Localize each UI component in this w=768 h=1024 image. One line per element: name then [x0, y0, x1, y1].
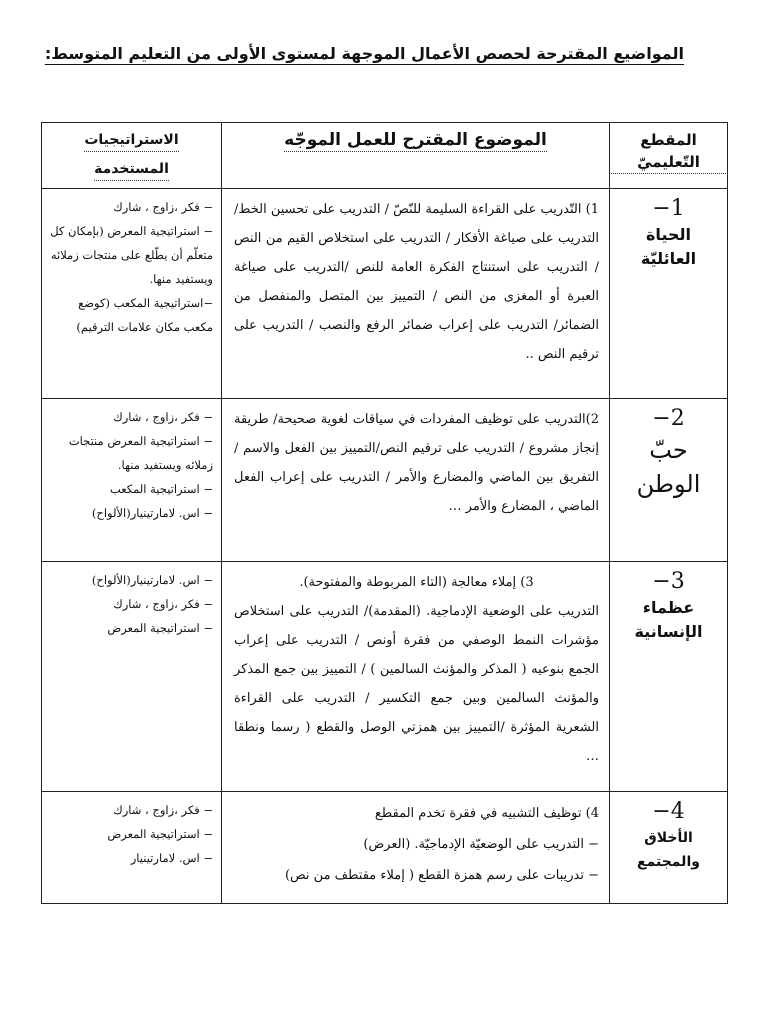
topic-line: 4) توظيف التشبيه في فقرة تخدم المقطع — [374, 806, 599, 821]
topic-cell — [222, 189, 610, 399]
topic-cell — [222, 792, 610, 904]
topic-lines — [234, 798, 599, 891]
unit-cell — [610, 189, 728, 399]
page-title: المواضيع المقترحة لحصص الأعمال الموجهة لمستوى الأولى من التعليم المتوسط: — [44, 43, 684, 63]
strategy-item: − فكر ،زاوج ، شارك — [113, 597, 213, 611]
strategies-list — [48, 798, 213, 870]
strategy-item: − استراتيجية المعرض — [107, 827, 213, 841]
topic-lead: 3) إملاء معالجة (التاء المربوطة والمفتوحة). — [299, 575, 534, 590]
unit-header-label: المقطع التّعليميّ — [611, 129, 726, 174]
lesson-plan-table — [41, 122, 728, 904]
unit-number: 3− — [652, 569, 685, 594]
unit-title: حبّ الوطن — [636, 436, 701, 498]
strategy-item: − اس. لامارتينيار(الألواح) — [91, 506, 213, 520]
strategy-item: − اس. لامارتينيار(الألواح) — [91, 573, 213, 587]
topic-text: 1) التّدريب على القراءة السليمة للنّصّ / التدريب على تحسين الخط/التدريب على صياغة الأفكار / التدريب على استخلاص القيم من النص / التدريب على استنتاج الفكرة العامة للنص /التدريب على صياغة العبرة أو المغزى من النص / التمييز بين المتصل والمنفصل من الضمائر/ التدريب على إعراب ضمائر الرفع والنصب / التدريب على ترقيم النص .. — [234, 202, 599, 362]
unit-cell — [610, 399, 728, 562]
strategies-header-label-line2: المستخدمة — [94, 158, 169, 181]
unit-column-header — [610, 123, 728, 189]
unit-number: 1− — [652, 196, 685, 221]
topic-header-label: الموضوع المقترح للعمل الموجّه — [284, 130, 547, 150]
strategies-cell — [42, 399, 222, 562]
strategies-cell — [42, 792, 222, 904]
table-row — [42, 562, 728, 792]
unit-cell — [610, 562, 728, 792]
topic-column-header — [222, 123, 610, 189]
table-row — [42, 189, 728, 399]
strategy-item: − فكر ،زاوج ، شارك — [113, 803, 213, 817]
unit-number: 4− — [652, 799, 685, 824]
unit-title: الحياة العائليّة — [640, 225, 697, 268]
strategy-item: − استراتيجية المعرض منتجات زملائه ويستفيد منها. — [68, 434, 213, 472]
topic-line: − تدريبات على رسم همزة القطع ( إملاء مقتطف من نص) — [284, 868, 599, 883]
topic-cell — [222, 399, 610, 562]
strategies-cell — [42, 562, 222, 792]
strategy-item: − اس. لامارتينيار — [130, 851, 213, 865]
unit-title: الأخلاق والمجتمع — [637, 830, 700, 870]
strategies-list — [48, 405, 213, 525]
strategy-item: − استراتيجية المعرض — [107, 621, 213, 635]
strategies-cell — [42, 189, 222, 399]
strategy-item: −استراتيجية المكعب (كوضع مكعب مكان علامات الترقيم) — [76, 296, 213, 334]
strategies-list — [48, 195, 213, 339]
strategies-header-label-line1: الاستراتيجيات — [84, 129, 178, 152]
unit-number: 2− — [652, 406, 685, 431]
table-header-row — [42, 123, 728, 189]
unit-cell — [610, 792, 728, 904]
strategies-list — [48, 568, 213, 640]
topic-text: التدريب على الوضعية الإدماجية. (المقدمة)/ التدريب على استخلاص مؤشرات النمط الوصفي من فقرة أونص / التدريب على إعراب الجمع بنوعيه ( المذكر والمؤنث السالمين ) / التمييز بين جمع المذكر والمؤنث السالمين وبين جمع التكسير / التدريب على القراءة الشعرية المؤثرة /التمييز بين همزتي الوصل والقطع ( رسما ونطقا … — [234, 604, 599, 764]
strategy-item: − استراتيجية المكعب — [109, 482, 213, 496]
strategy-item: − فكر ،زاوج ، شارك — [113, 410, 213, 424]
table-row — [42, 792, 728, 904]
topic-cell — [222, 562, 610, 792]
unit-title: عظماء الإنسانية — [634, 598, 703, 641]
topic-line: − التدريب على الوضعيّة الإدماجيّة. (العرض) — [363, 837, 599, 852]
topic-text: 2)التدريب على توظيف المفردات في سياقات لغوية صحيحة/ طريقة إنجاز مشروع / التدريب على ترقيم النص/التمييز بين الفعل والاسم / التفريق بين الماضي والمضارع والأمر / التدريب على إعراب الفعل الماضي ، المضارع والأمر … — [234, 412, 599, 514]
strategy-item: − استراتيجية المعرض (بإمكان كل متعلّم أن يطّلع على منتجات زملائه ويستفيد منها. — [50, 224, 213, 286]
strategy-item: − فكر ،زاوج ، شارك — [113, 200, 213, 214]
strategies-column-header — [42, 123, 222, 189]
table-row — [42, 399, 728, 562]
